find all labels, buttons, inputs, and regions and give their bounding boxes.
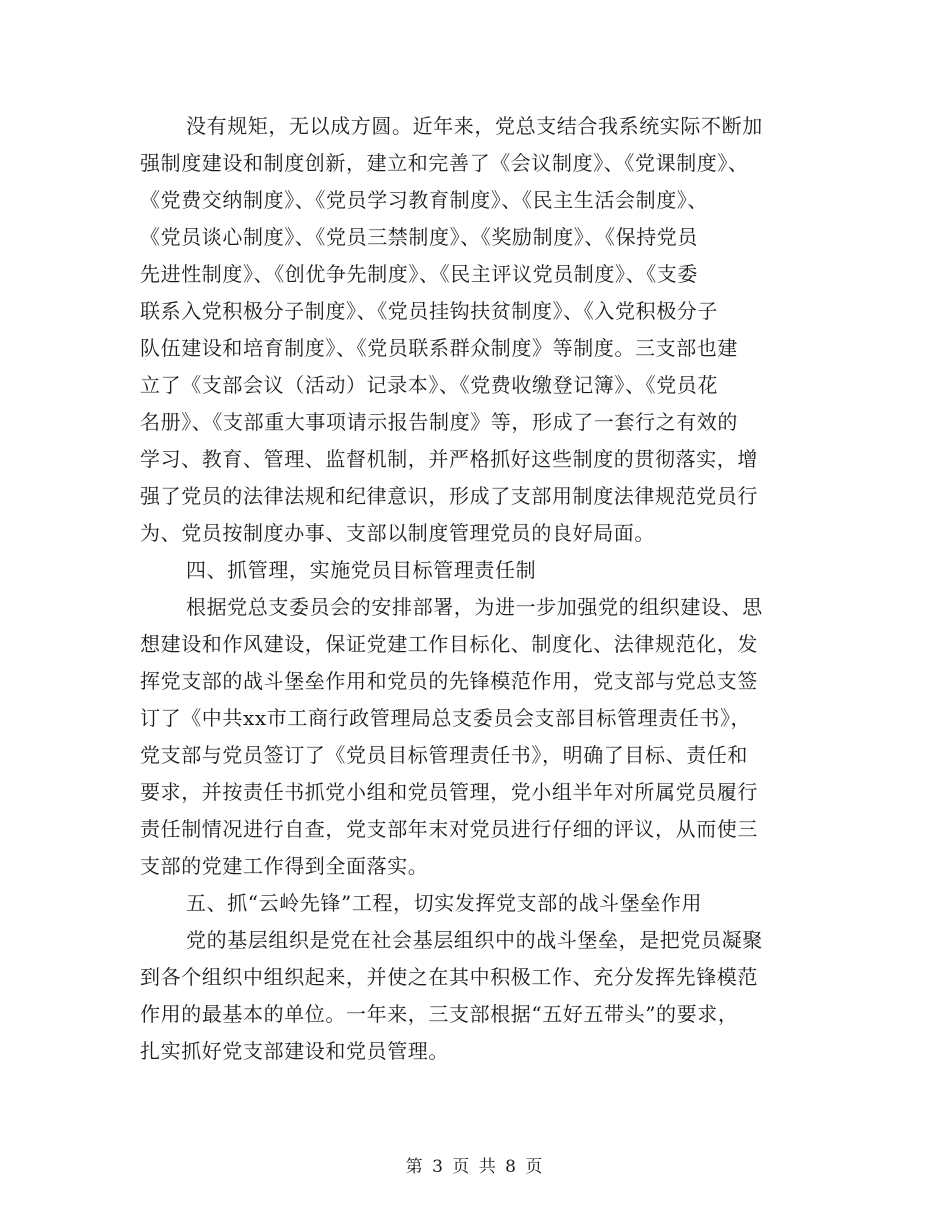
text-line: 挥党支部的战斗堡垒作用和党员的先锋模范作用，党支部与党总支签 (140, 669, 758, 693)
text-line: 强制度建设和制度创新，建立和完善了《会议制度》、《党课制度》、 (140, 151, 749, 175)
text-line: 想建设和作风建设，保证党建工作目标化、制度化、法律规范化，发 (140, 632, 758, 656)
text-line: 作用的最基本的单位。一年来，三支部根据“五好五带头”的要求， (140, 1002, 739, 1026)
text-line: 根据党总支委员会的安排部署，为进一步加强党的组织建设、思 (186, 595, 763, 619)
text-line: 队伍建设和培育制度》、《党员联系群众制度》等制度。三支部也建 (140, 336, 738, 360)
text-line: 扎实抓好党支部建设和党员管理。 (140, 1039, 449, 1063)
text-line: 到各个组织中组织起来，并使之在其中积极工作、充分发挥先锋模范 (140, 965, 758, 989)
text-line: 要求，并按责任书抓党小组和党员管理，党小组半年对所属党员履行 (140, 780, 758, 804)
text-line: 《党费交纳制度》、《党员学习教育制度》、《民主生活会制度》、 (140, 188, 708, 212)
text-line: 强了党员的法律法规和纪律意识，形成了支部用制度法律规范党员行 (140, 484, 758, 508)
text-line: 五、抓“云岭先锋”工程，切实发挥党支部的战斗堡垒作用 (186, 891, 703, 915)
text-line: 党的基层组织是党在社会基层组织中的战斗堡垒，是把党员凝聚 (186, 928, 763, 952)
text-line: 订了《中共xx市工商行政管理局总支委员会支部目标管理责任书》， (140, 706, 752, 730)
text-line: 为、党员按制度办事、支部以制度管理党员的良好局面。 (140, 521, 655, 545)
text-line: 支部的党建工作得到全面落实。 (140, 854, 429, 878)
text-line: 先进性制度》、《创优争先制度》、《民主评议党员制度》、《支委 (140, 262, 698, 286)
text-line: 党支部与党员签订了《党员目标管理责任书》，明确了目标、责任和 (140, 743, 748, 767)
page-number-footer: 第 3 页 共 8 页 (405, 1157, 545, 1177)
text-line: 名册》、《支部重大事项请示报告制度》等，形成了一套行之有效的 (140, 410, 738, 434)
text-line: 立了《支部会议（活动）记录本》、《党费收缴登记簿》、《党员花 (140, 373, 718, 397)
text-line: 四、抓管理，实施党员目标管理责任制 (186, 558, 537, 582)
document-body (140, 108, 820, 1070)
text-line: 学习、教育、管理、监督机制，并严格抓好这些制度的贯彻落实，增 (140, 447, 758, 471)
text-line: 《党员谈心制度》、《党员三禁制度》、《奖励制度》、《保持党员 (140, 225, 698, 249)
text-line: 没有规矩，无以成方圆。近年来，党总支结合我系统实际不断加 (186, 114, 763, 138)
text-line: 联系入党积极分子制度》、《党员挂钩扶贫制度》、《入党积极分子 (140, 299, 718, 323)
text-line: 责任制情况进行自查，党支部年末对党员进行仔细的评议，从而使三 (140, 817, 758, 841)
